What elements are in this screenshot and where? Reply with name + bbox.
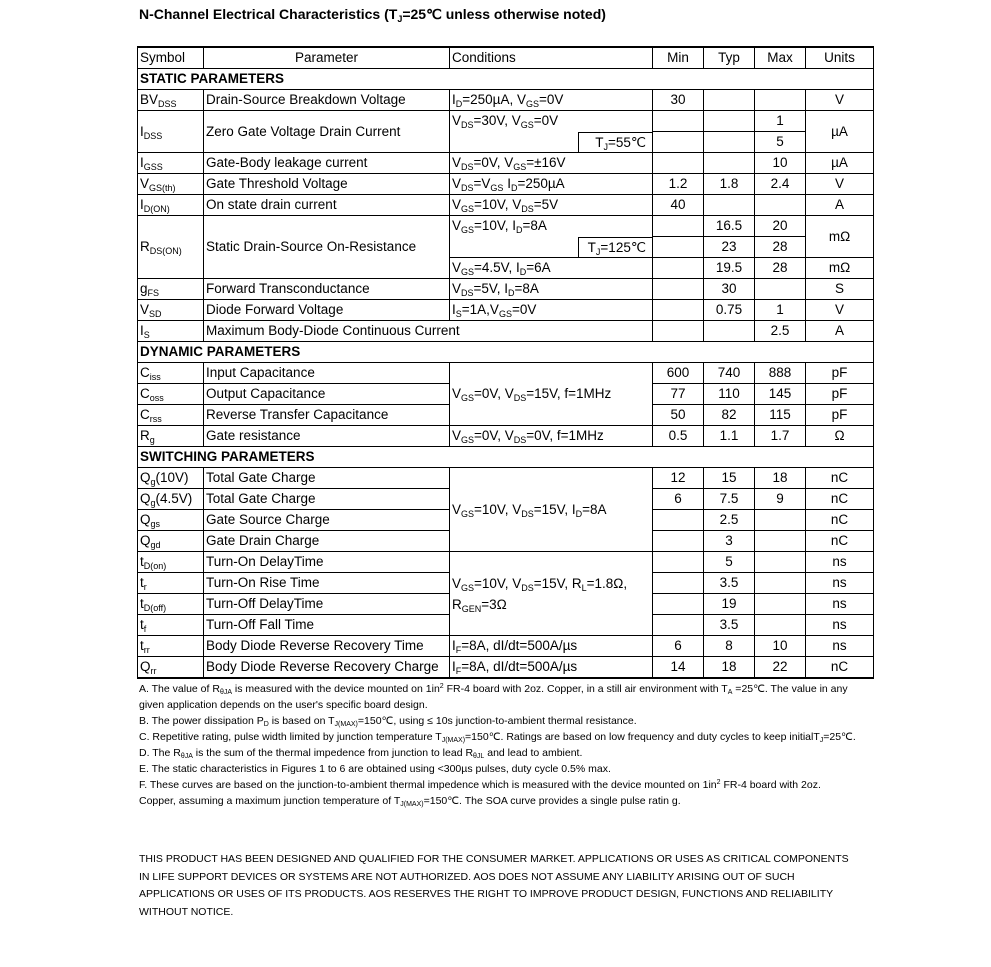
min-cell: 14 <box>653 657 704 679</box>
typ-cell: 3 <box>704 531 755 552</box>
typ-cell: 2.5 <box>704 510 755 531</box>
units-cell: ns <box>806 615 874 636</box>
parameter-cell: Total Gate Charge <box>204 489 450 510</box>
min-cell <box>653 258 704 279</box>
max-cell <box>755 279 806 300</box>
table-row <box>138 426 874 447</box>
min-cell <box>653 615 704 636</box>
units-cell: nC <box>806 489 874 510</box>
parameter-cell: Turn-Off DelayTime <box>204 594 450 615</box>
parameter-cell: Turn-Off Fall Time <box>204 615 450 636</box>
section-dynamic: DYNAMIC PARAMETERS <box>138 342 874 363</box>
units-cell: µA <box>806 111 874 153</box>
section-switching: SWITCHING PARAMETERS <box>138 447 874 468</box>
symbol-cell: $Q_{gs}$ <box>138 510 204 531</box>
symbol-cell: $t_r$ <box>138 573 204 594</box>
symbol-cell: $g_{FS}$ <box>138 279 204 300</box>
conditions-cell: $V_{GS}=10V$, $V_{DS}=15V$, $R_L=1.8\Omega$, $R_{GEN}=3\Omega$ <box>450 552 653 636</box>
typ-cell: 3.5 <box>704 573 755 594</box>
disclaimer: THIS PRODUCT HAS BEEN DESIGNED AND QUALIFIED FOR THE CONSUMER MARKET. APPLICATIONS OR USES AS CRITICAL COMPONENTS IN LIFE SUPPORT DEVICES OR SYSTEMS ARE NOT AUTHORIZED. AOS DOES NOT ASSUME ANY LIABILITY ARISING OUT OF SUCH APPLICATIONS OR USES OF ITS PRODUCTS. AOS RESERVES THE RIGHT TO IMPROVE PRODUCT DESIGN, FUNCTIONS AND RELIABILITY WITHOUT NOTICE. <box>139 853 849 918</box>
units-cell: V <box>806 300 874 321</box>
parameter-cell: Total Gate Charge <box>204 468 450 489</box>
conditions-cell: $I_F=8A$, dI/dt=500A/µs <box>450 636 653 657</box>
min-cell: 6 <box>653 636 704 657</box>
units-cell: S <box>806 279 874 300</box>
parameter-cell: Reverse Transfer Capacitance <box>204 405 450 426</box>
parameter-cell: Drain-Source Breakdown Voltage <box>204 90 450 111</box>
max-cell: 1 <box>755 300 806 321</box>
conditions-cell: $T_J=125℃$ <box>450 237 653 258</box>
symbol-cell: $Q_{rr}$ <box>138 657 204 679</box>
max-cell: 5 <box>755 132 806 153</box>
symbol-cell: $V_{GS(th)}$ <box>138 174 204 195</box>
symbol-cell: $Q_g(10V)$ <box>138 468 204 489</box>
symbol-cell: $C_{oss}$ <box>138 384 204 405</box>
typ-cell: 19.5 <box>704 258 755 279</box>
conditions-cell: $V_{DS}=30V$, $V_{GS}=0V$ <box>450 111 653 132</box>
min-cell: 1.2 <box>653 174 704 195</box>
max-cell: 2.5 <box>755 321 806 342</box>
table-row <box>138 111 874 132</box>
typ-cell: 7.5 <box>704 489 755 510</box>
max-cell <box>755 552 806 573</box>
min-cell: 77 <box>653 384 704 405</box>
units-cell: mΩ <box>806 216 874 258</box>
symbol-cell: $t_f$ <box>138 615 204 636</box>
header-typ: Typ <box>704 47 755 69</box>
header-min: Min <box>653 47 704 69</box>
header-parameter: Parameter <box>204 47 450 69</box>
header-row <box>138 47 874 69</box>
symbol-cell: $C_{rss}$ <box>138 405 204 426</box>
conditions-cell: $V_{GS}=4.5V$, $I_D=6A$ <box>450 258 653 279</box>
table-row <box>138 195 874 216</box>
parameter-cell: Input Capacitance <box>204 363 450 384</box>
max-cell: 28 <box>755 237 806 258</box>
max-cell: 10 <box>755 153 806 174</box>
conditions-cell: $V_{DS}=V_{GS}$ $I_D=250\mu A$ <box>450 174 653 195</box>
max-cell: 28 <box>755 258 806 279</box>
table-row <box>138 153 874 174</box>
max-cell: 115 <box>755 405 806 426</box>
parameter-cell: Body Diode Reverse Recovery Time <box>204 636 450 657</box>
units-cell: A <box>806 321 874 342</box>
units-cell: A <box>806 195 874 216</box>
max-cell: 145 <box>755 384 806 405</box>
units-cell: ns <box>806 552 874 573</box>
parameter-cell: Body Diode Reverse Recovery Charge <box>204 657 450 679</box>
conditions-cell: $V_{GS}=0V$, $V_{DS}=15V$, f=1MHz <box>450 363 653 426</box>
min-cell <box>653 573 704 594</box>
section-static: STATIC PARAMETERS <box>138 69 874 90</box>
units-cell: nC <box>806 468 874 489</box>
max-cell: 2.4 <box>755 174 806 195</box>
max-cell <box>755 615 806 636</box>
symbol-cell: $V_{SD}$ <box>138 300 204 321</box>
parameter-cell: Forward Transconductance <box>204 279 450 300</box>
table-row <box>138 657 874 679</box>
min-cell <box>653 153 704 174</box>
parameter-cell: On state drain current <box>204 195 450 216</box>
conditions-cell: $T_J=55℃$ <box>450 132 653 153</box>
typ-cell: 740 <box>704 363 755 384</box>
max-cell <box>755 510 806 531</box>
max-cell: 22 <box>755 657 806 679</box>
conditions-cell: $V_{DS}=0V$, $V_{GS}=\pm 16V$ <box>450 153 653 174</box>
parameter-cell: Maximum Body-Diode Continuous Current <box>204 321 653 342</box>
max-cell: 888 <box>755 363 806 384</box>
typ-cell: 1.8 <box>704 174 755 195</box>
units-cell: ns <box>806 636 874 657</box>
typ-cell: 8 <box>704 636 755 657</box>
table-row <box>138 636 874 657</box>
typ-cell <box>704 132 755 153</box>
table-row <box>138 174 874 195</box>
footnote-b: B. The power dissipation $P_D$ is based on $T_{J(MAX)}=150℃$, using ≤ 10s junction-to-ambient thermal resistance. <box>139 715 637 728</box>
header-max: Max <box>755 47 806 69</box>
table-row <box>138 300 874 321</box>
min-cell: 600 <box>653 363 704 384</box>
conditions-cell: $V_{DS}=5V$, $I_D=8A$ <box>450 279 653 300</box>
min-cell: 6 <box>653 489 704 510</box>
units-cell: nC <box>806 510 874 531</box>
min-cell: 50 <box>653 405 704 426</box>
units-cell: pF <box>806 363 874 384</box>
max-cell <box>755 573 806 594</box>
parameter-cell: Output Capacitance <box>204 384 450 405</box>
parameter-cell: Gate-Body leakage current <box>204 153 450 174</box>
parameter-cell: Diode Forward Voltage <box>204 300 450 321</box>
max-cell <box>755 90 806 111</box>
units-cell: pF <box>806 384 874 405</box>
symbol-cell: $Q_g(4.5V)$ <box>138 489 204 510</box>
min-cell <box>653 237 704 258</box>
conditions-cell: $V_{GS}=10V$, $V_{DS}=5V$ <box>450 195 653 216</box>
parameter-cell: Gate resistance <box>204 426 450 447</box>
units-cell: mΩ <box>806 258 874 279</box>
min-cell <box>653 132 704 153</box>
parameter-cell: Zero Gate Voltage Drain Current <box>204 111 450 153</box>
parameter-cell: Gate Source Charge <box>204 510 450 531</box>
header-conditions: Conditions <box>450 47 653 69</box>
typ-cell: 18 <box>704 657 755 679</box>
typ-cell: 16.5 <box>704 216 755 237</box>
units-cell: pF <box>806 405 874 426</box>
page-title: N-Channel Electrical Characteristics ($T_J=25℃$ unless otherwise noted) <box>139 6 606 24</box>
min-cell <box>653 321 704 342</box>
parameter-cell: Gate Threshold Voltage <box>204 174 450 195</box>
units-cell: nC <box>806 531 874 552</box>
typ-cell: 15 <box>704 468 755 489</box>
units-cell: V <box>806 174 874 195</box>
symbol-cell: $I_S$ <box>138 321 204 342</box>
max-cell: 9 <box>755 489 806 510</box>
max-cell <box>755 531 806 552</box>
conditions-cell: $V_{GS}=0V$, $V_{DS}=0V$, f=1MHz <box>450 426 653 447</box>
min-cell: 30 <box>653 90 704 111</box>
min-cell: 12 <box>653 468 704 489</box>
table-row <box>138 279 874 300</box>
min-cell <box>653 531 704 552</box>
symbol-cell: $BV_{DSS}$ <box>138 90 204 111</box>
footnote-d: D. The $R_{\theta JA}$ is the sum of the thermal impedence from junction to lead $R_{\theta JL}$ and lead to ambient. <box>139 747 583 760</box>
header-units: Units <box>806 47 874 69</box>
max-cell: 10 <box>755 636 806 657</box>
parameter-cell: Turn-On Rise Time <box>204 573 450 594</box>
conditions-cell: $I_F=8A$, dI/dt=500A/µs <box>450 657 653 679</box>
max-cell: 20 <box>755 216 806 237</box>
min-cell <box>653 552 704 573</box>
symbol-cell: $R_g$ <box>138 426 204 447</box>
min-cell <box>653 510 704 531</box>
min-cell: 40 <box>653 195 704 216</box>
max-cell <box>755 594 806 615</box>
min-cell <box>653 111 704 132</box>
typ-cell <box>704 111 755 132</box>
typ-cell <box>704 321 755 342</box>
max-cell: 1 <box>755 111 806 132</box>
table-row <box>138 90 874 111</box>
symbol-cell: $I_{DSS}$ <box>138 111 204 153</box>
typ-cell: 19 <box>704 594 755 615</box>
symbol-cell: $t_{rr}$ <box>138 636 204 657</box>
table-row <box>138 468 874 489</box>
footnotes <box>139 681 859 809</box>
symbol-cell: $I_{D(ON)}$ <box>138 195 204 216</box>
footnote-a: A. The value of $R_{\theta JA}$ is measured with the device mounted on $1in^2$ FR-4 board with 2oz. Copper, in a still air environment with $T_A$ =25℃. The value in any given application depends on the user's specific board design. <box>139 683 848 711</box>
conditions-cell: $V_{GS}=10V$, $V_{DS}=15V$, $I_D=8A$ <box>450 468 653 552</box>
symbol-cell: $Q_{gd}$ <box>138 531 204 552</box>
min-cell <box>653 279 704 300</box>
min-cell <box>653 300 704 321</box>
footnote-c: C. Repetitive rating, pulse width limited by junction temperature $T_{J(MAX)}=150℃$. Ratings are based on low frequency and duty cycles to keep initialT$_J$=25℃. <box>139 731 856 744</box>
parameter-cell: Gate Drain Charge <box>204 531 450 552</box>
table-row <box>138 216 874 237</box>
typ-cell: 23 <box>704 237 755 258</box>
typ-cell: 5 <box>704 552 755 573</box>
min-cell <box>653 594 704 615</box>
table-row <box>138 552 874 573</box>
typ-cell <box>704 195 755 216</box>
symbol-cell: $R_{DS(ON)}$ <box>138 216 204 279</box>
footnote-e: E. The static characteristics in Figures 1 to 6 are obtained using <300µs pulses, duty cycle 0.5% max. <box>139 763 611 775</box>
max-cell: 18 <box>755 468 806 489</box>
units-cell: Ω <box>806 426 874 447</box>
typ-cell: 0.75 <box>704 300 755 321</box>
typ-cell: 82 <box>704 405 755 426</box>
symbol-cell: $t_{D(on)}$ <box>138 552 204 573</box>
conditions-cell: $V_{GS}=10V$, $I_D=8A$ <box>450 216 653 237</box>
conditions-cell: $I_D=250\mu A$, $V_{GS}=0V$ <box>450 90 653 111</box>
typ-cell <box>704 153 755 174</box>
symbol-cell: $t_{D(off)}$ <box>138 594 204 615</box>
header-symbol: Symbol <box>138 47 204 69</box>
conditions-cell: $I_S=1A,V_{GS}=0V$ <box>450 300 653 321</box>
min-cell: 0.5 <box>653 426 704 447</box>
typ-cell: 110 <box>704 384 755 405</box>
units-cell: µA <box>806 153 874 174</box>
units-cell: V <box>806 90 874 111</box>
typ-cell: 3.5 <box>704 615 755 636</box>
units-cell: ns <box>806 573 874 594</box>
units-cell: ns <box>806 594 874 615</box>
footnote-f: F. These curves are based on the junction-to-ambient thermal impedence which is measured with the device mounted on $1in^2$ FR-4 board with 2oz. Copper, assuming a maximum junction temperature of $T_{J(MAX)}=150℃$. The SOA curve provides a single pulse ratin g. <box>139 779 821 808</box>
electrical-characteristics-table <box>137 46 874 679</box>
table-row <box>138 321 874 342</box>
typ-cell <box>704 90 755 111</box>
max-cell: 1.7 <box>755 426 806 447</box>
typ-cell: 1.1 <box>704 426 755 447</box>
typ-cell: 30 <box>704 279 755 300</box>
parameter-cell: Static Drain-Source On-Resistance <box>204 216 450 279</box>
table-row <box>138 363 874 384</box>
symbol-cell: $C_{iss}$ <box>138 363 204 384</box>
parameter-cell: Turn-On DelayTime <box>204 552 450 573</box>
min-cell <box>653 216 704 237</box>
max-cell <box>755 195 806 216</box>
units-cell: nC <box>806 657 874 679</box>
symbol-cell: $I_{GSS}$ <box>138 153 204 174</box>
